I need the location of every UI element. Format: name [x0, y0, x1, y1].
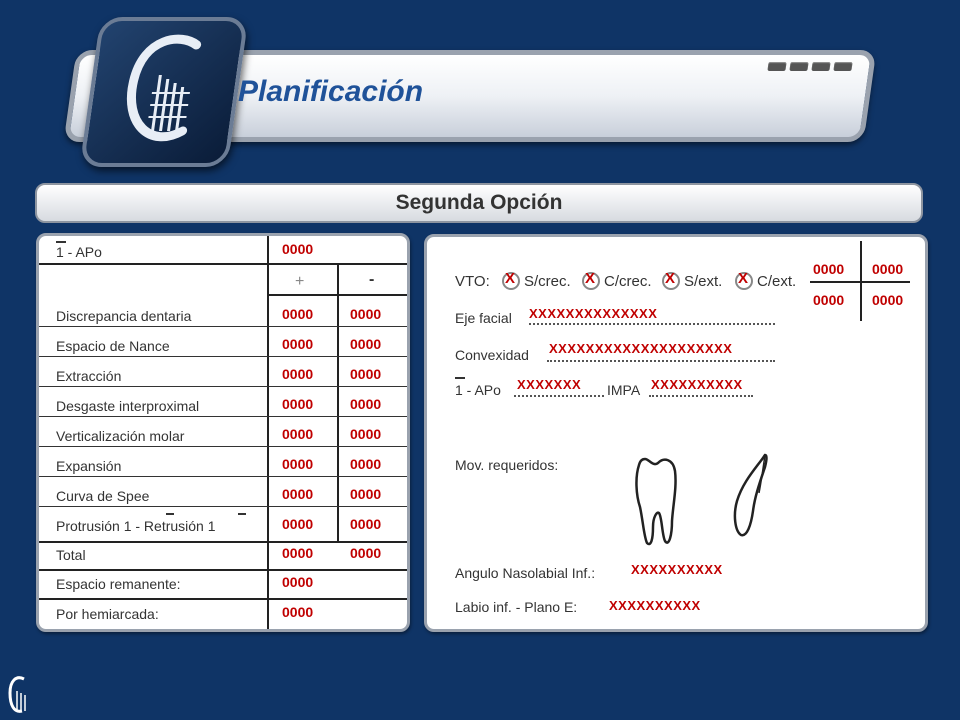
- left-table-panel: [36, 233, 410, 632]
- row-plus-value[interactable]: 0000: [282, 426, 314, 442]
- vto-option-label: C/ext.: [757, 273, 797, 290]
- hemiarcada-label: Por hemiarcada:: [56, 606, 159, 622]
- eje-facial-label: Eje facial: [455, 310, 512, 326]
- vto-check-mark: X: [738, 270, 749, 287]
- convexidad-value[interactable]: XXXXXXXXXXXXXXXXXXXX: [549, 341, 733, 356]
- row-divider: [39, 506, 407, 507]
- row-divider: [39, 416, 407, 417]
- banner-dots: [768, 62, 852, 71]
- vto-check-mark: X: [585, 270, 596, 287]
- row-minus-value[interactable]: 0000: [350, 366, 382, 382]
- vto-label: VTO:: [455, 273, 490, 290]
- vto-option-label: S/crec.: [524, 273, 571, 290]
- right-analysis-panel: [424, 234, 928, 632]
- apo-right-line: [514, 395, 604, 397]
- espacio-remanente-value[interactable]: 0000: [282, 574, 314, 590]
- section-title: Segunda Opción: [395, 191, 563, 214]
- row-label: Protrusión 1 - Retrusión 1: [56, 518, 216, 534]
- row-minus-value[interactable]: 0000: [350, 516, 382, 532]
- row-plus-value[interactable]: 0000: [282, 366, 314, 382]
- minus-header: -: [369, 271, 375, 288]
- corner-value-3[interactable]: 0000: [813, 292, 845, 308]
- espacio-remanente-label: Espacio remanente:: [56, 576, 181, 592]
- row-minus-value[interactable]: 0000: [350, 336, 382, 352]
- impa-value[interactable]: XXXXXXXXXX: [651, 377, 743, 392]
- section-header: [35, 183, 923, 223]
- corner-value-4[interactable]: 0000: [872, 292, 904, 308]
- col-divider: [267, 236, 269, 629]
- impa-label: IMPA: [607, 382, 641, 398]
- row-plus-value[interactable]: 0000: [282, 456, 314, 472]
- row-divider: [39, 326, 407, 327]
- overline: [238, 513, 246, 515]
- convexidad-line: [547, 360, 775, 362]
- nasolabial-label: Angulo Nasolabial Inf.:: [455, 565, 596, 581]
- labio-inf-label: Labio inf. - Plano E:: [455, 599, 578, 615]
- vto-check-mark: X: [505, 270, 516, 287]
- row-label: Espacio de Nance: [56, 338, 170, 354]
- row-minus-value[interactable]: 0000: [350, 306, 382, 322]
- vto-option-label: S/ext.: [684, 273, 723, 290]
- row-minus-value[interactable]: 0000: [350, 486, 382, 502]
- row-divider: [39, 598, 407, 600]
- molar-tooth-icon: [631, 455, 681, 549]
- apo-value[interactable]: 0000: [282, 241, 314, 257]
- page-title: Planificación: [238, 75, 424, 108]
- apo-label: 1 - APo: [56, 244, 102, 260]
- row-divider: [39, 569, 407, 571]
- mov-requeridos-label: Mov. requeridos:: [455, 457, 559, 473]
- convexidad-label: Convexidad: [455, 347, 529, 363]
- overline: [166, 513, 174, 515]
- row-label: Expansión: [56, 458, 122, 474]
- hemiarcada-value[interactable]: 0000: [282, 604, 314, 620]
- eje-facial-value[interactable]: XXXXXXXXXXXXXX: [529, 306, 658, 321]
- row-plus-value[interactable]: 0000: [282, 306, 314, 322]
- row-divider: [39, 263, 407, 265]
- eje-facial-line: [529, 323, 775, 325]
- total-minus-value[interactable]: 0000: [350, 545, 382, 561]
- row-divider: [39, 356, 407, 357]
- corner-value-1[interactable]: 0000: [813, 261, 845, 277]
- overline: [455, 377, 465, 379]
- vto-option-label: C/crec.: [604, 273, 652, 290]
- row-minus-value[interactable]: 0000: [350, 396, 382, 412]
- overline: [56, 241, 66, 243]
- row-minus-value[interactable]: 0000: [350, 426, 382, 442]
- incisor-tooth-icon: [727, 449, 773, 539]
- row-label: Verticalización molar: [56, 428, 185, 444]
- apo-right-value[interactable]: XXXXXXX: [517, 377, 582, 392]
- row-plus-value[interactable]: 0000: [282, 516, 314, 532]
- apo-right-label: 1 - APo: [455, 382, 501, 398]
- footer-logo-icon: [8, 675, 30, 715]
- row-plus-value[interactable]: 0000: [282, 336, 314, 352]
- row-label: Discrepancia dentaria: [56, 308, 192, 324]
- vto-check-mark: X: [665, 270, 676, 287]
- row-plus-value[interactable]: 0000: [282, 396, 314, 412]
- corner-value-2[interactable]: 0000: [872, 261, 904, 277]
- row-divider: [39, 386, 407, 387]
- row-minus-value[interactable]: 0000: [350, 456, 382, 472]
- row-label: Curva de Spee: [56, 488, 150, 504]
- row-label: Extracción: [56, 368, 122, 384]
- row-label: Desgaste interproximal: [56, 398, 200, 414]
- row-divider: [39, 446, 407, 447]
- logo-g-emblem: [79, 17, 248, 167]
- row-divider: [39, 541, 407, 543]
- total-label: Total: [56, 547, 86, 563]
- plus-header: +: [295, 273, 305, 290]
- corner-divider: [810, 281, 910, 283]
- row-plus-value[interactable]: 0000: [282, 486, 314, 502]
- total-plus-value[interactable]: 0000: [282, 545, 314, 561]
- row-divider: [39, 476, 407, 477]
- nasolabial-value[interactable]: XXXXXXXXXX: [631, 562, 723, 577]
- impa-line: [649, 395, 753, 397]
- labio-inf-value[interactable]: XXXXXXXXXX: [609, 598, 701, 613]
- col-divider: [337, 263, 339, 543]
